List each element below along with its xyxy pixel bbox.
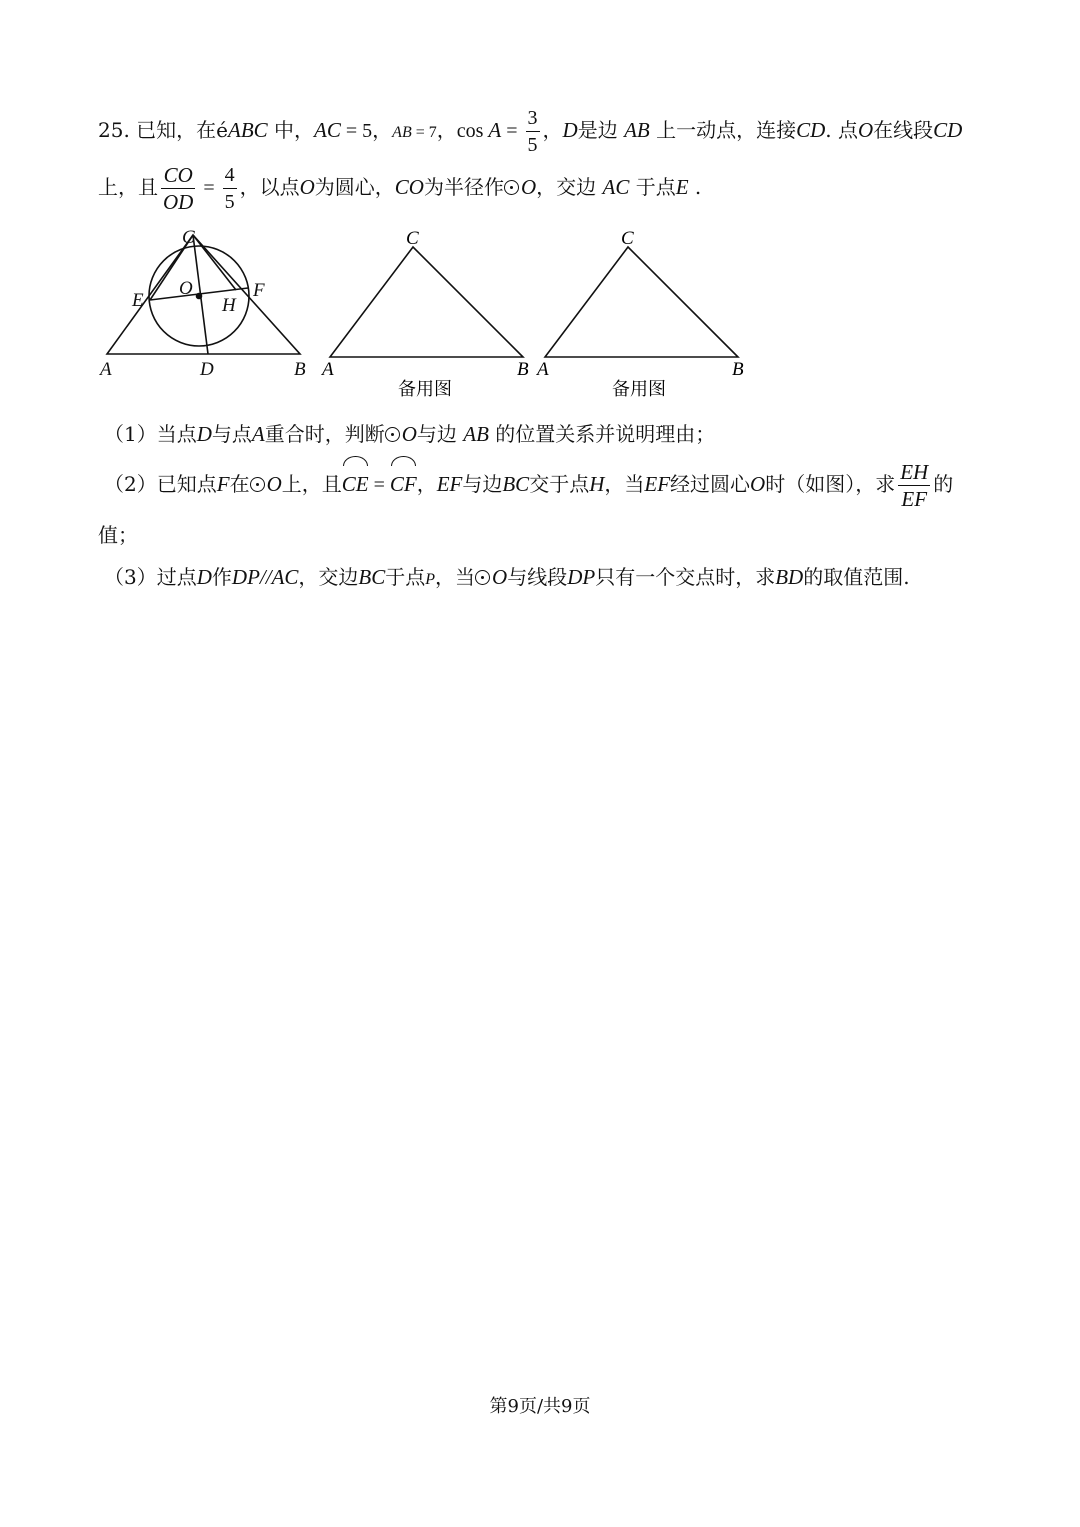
text: ，	[436, 118, 457, 142]
fraction-cos-a	[526, 107, 540, 156]
math-o: O	[857, 118, 874, 142]
fraction-4-5	[223, 164, 237, 213]
math-bc: BC	[358, 565, 386, 589]
math-ef: EF	[644, 472, 671, 496]
math-o: O	[299, 175, 315, 199]
label-a: A	[322, 359, 334, 380]
label-a: A	[100, 359, 112, 380]
page-footer: 第9页/共9页	[489, 1396, 591, 1417]
text: 经过圆心	[670, 472, 751, 496]
math-cos: cos	[456, 120, 489, 142]
math-eq: =	[368, 474, 390, 496]
text: ，	[372, 118, 393, 142]
math-ab: AB	[392, 124, 412, 141]
fraction-numerator: EH	[900, 460, 929, 484]
label-c: C	[182, 227, 195, 248]
text: 为圆心，	[314, 175, 395, 199]
fraction-denominator: EF	[901, 487, 928, 511]
label-c: C	[406, 228, 419, 249]
math-dp: DP	[231, 565, 260, 589]
math-o: O	[750, 472, 766, 496]
text: 为半径作	[423, 175, 504, 199]
point-o	[197, 294, 202, 299]
question-2-continued	[98, 523, 138, 547]
problem-line-1	[98, 106, 962, 157]
text: ，以点	[239, 175, 300, 199]
caption-backup-figure: 备用图	[398, 379, 452, 400]
text: ，	[416, 472, 437, 496]
text: 于点	[385, 565, 426, 589]
text: 于点	[629, 175, 676, 199]
text: 的取值范围.	[803, 565, 910, 589]
figures	[0, 222, 1080, 412]
math-cd: CD	[933, 118, 963, 142]
math-ab: AB	[463, 422, 489, 446]
circle-dot-icon	[504, 180, 519, 195]
text: ，当	[604, 472, 645, 496]
figure-2	[320, 228, 529, 400]
fraction-numerator: 3	[526, 107, 540, 132]
circle-dot-icon	[475, 570, 490, 585]
label-o: O	[179, 278, 193, 299]
figure-3	[535, 228, 744, 400]
question-2	[104, 460, 953, 510]
fraction-denominator: OD	[163, 190, 194, 214]
text: 与边	[416, 422, 464, 446]
text: 是边	[577, 118, 625, 142]
math-arc-cf: CF	[390, 460, 417, 508]
text: ，交边	[536, 175, 603, 199]
math-p: P	[425, 571, 436, 588]
text: 上，且	[281, 472, 342, 496]
math-h: H	[589, 472, 605, 496]
fraction-denominator: 5	[527, 134, 538, 156]
triangle-abc-backup-1	[330, 247, 523, 357]
text: 上一动点，连接	[649, 118, 797, 142]
math-bc: BC	[502, 472, 530, 496]
math-d: D	[562, 118, 578, 142]
question-1	[104, 422, 715, 446]
math-eq: = 7	[411, 124, 437, 141]
math-eq: = 5	[340, 120, 373, 142]
math-ef: EF	[436, 472, 463, 496]
text: 的	[933, 472, 954, 496]
text: . 点	[825, 118, 858, 142]
math-o: O	[520, 175, 537, 199]
label-e: E	[132, 290, 144, 311]
text: 上，且	[98, 175, 158, 199]
label-b: B	[294, 359, 306, 380]
text: 交于点	[529, 472, 590, 496]
math-eq: =	[198, 177, 220, 199]
math-o: O	[266, 472, 282, 496]
triangle-glyph: é	[216, 118, 229, 142]
question-3	[104, 565, 910, 592]
math-d: D	[196, 422, 212, 446]
label-a: A	[537, 359, 549, 380]
math-abc: ABC	[228, 118, 268, 142]
math-ac: AC	[314, 118, 341, 142]
text: （2）已知点	[104, 472, 217, 496]
label-b: B	[517, 359, 529, 380]
text: 作	[211, 565, 232, 589]
label-f: F	[253, 280, 265, 301]
label-c: C	[621, 228, 634, 249]
math-o: O	[401, 422, 417, 446]
text: 重合时，判断	[264, 422, 385, 446]
math-ab: AB	[624, 118, 650, 142]
label-b: B	[732, 359, 744, 380]
text: 的位置关系并说明理由；	[488, 422, 716, 446]
circle-dot-icon	[385, 427, 400, 442]
text: （3）过点	[104, 565, 197, 589]
caption-backup-figure: 备用图	[612, 379, 666, 400]
label-h: H	[222, 295, 236, 316]
math-eq: =	[501, 120, 523, 142]
text: 与点	[211, 422, 252, 446]
triangle-abc-backup-2	[545, 247, 738, 357]
text: ，交边	[298, 565, 359, 589]
fraction-numerator: CO	[161, 164, 195, 189]
text: 值；	[98, 523, 138, 547]
text: 与边	[462, 472, 503, 496]
text: （1）当点	[104, 422, 197, 446]
text: 与线段	[507, 565, 568, 589]
fraction-numerator: 4	[223, 164, 237, 189]
label-d: D	[200, 359, 214, 380]
math-f: F	[216, 472, 230, 496]
math-e: E	[675, 175, 689, 199]
fraction-denominator: 5	[224, 191, 235, 213]
math-a: A	[488, 118, 502, 142]
text: ，当	[435, 565, 476, 589]
text: 在	[229, 472, 250, 496]
math-bd: BD	[775, 565, 804, 589]
fraction-eh-ef	[898, 461, 930, 510]
text: 已知，在	[136, 118, 217, 142]
parallel-symbol: //	[259, 565, 272, 589]
math-a: A	[251, 422, 265, 446]
text: .	[688, 175, 702, 199]
math-ac: AC	[271, 565, 299, 589]
text: 中，	[267, 118, 315, 142]
fraction-co-od	[161, 164, 195, 213]
math-cd: CD	[796, 118, 826, 142]
math-o: O	[492, 565, 508, 589]
text: 在线段	[873, 118, 934, 142]
math-co: CO	[394, 175, 424, 199]
circle-dot-icon	[250, 477, 265, 492]
math-arc-ce: CE	[342, 460, 369, 508]
text: ，	[542, 118, 563, 142]
math-dp: DP	[567, 565, 596, 589]
math-ac: AC	[602, 175, 630, 199]
problem-number: 25.	[98, 118, 137, 142]
text: 只有一个交点时，求	[595, 565, 776, 589]
math-d: D	[196, 565, 212, 589]
text: 时（如图），求	[765, 472, 896, 496]
problem-line-2	[98, 163, 701, 213]
